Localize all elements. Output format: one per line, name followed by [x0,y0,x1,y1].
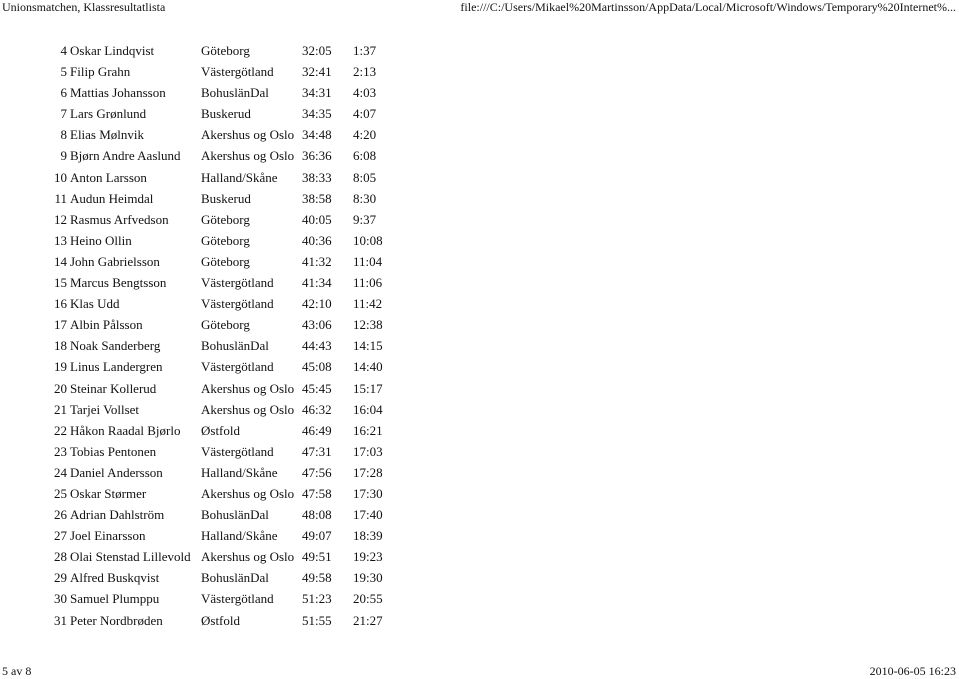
result-club: Akershus og Oslo [201,148,295,164]
result-place: 30 [54,591,67,607]
result-time: 46:49 [302,422,332,438]
result-time: 46:32 [302,401,332,417]
result-name: Tobias Pentonen [70,443,157,459]
result-name: Oskar Lindqvist [70,43,155,58]
result-name: Joel Einarsson [70,528,146,544]
result-name: Daniel Andersson [70,464,163,480]
page-url: file:///C:/Users/Mikael%20Martinsson/AppData/Local/Microsoft/Windows/Temporary%20Internet%... [460,0,956,14]
result-place: 10 [54,169,67,185]
result-diff: 4:03 [353,85,377,101]
result-diff: 16:21 [353,422,383,438]
result-time: 44:43 [302,338,332,354]
result-diff: 2:13 [353,64,377,80]
page-title: Unionsmatchen, Klassresultatlista [2,0,166,14]
result-diff: 4:07 [353,106,377,122]
result-diff: 9:37 [353,211,377,227]
result-club: BohuslänDal [201,507,269,523]
result-time: 47:56 [302,464,332,480]
result-time: 43:06 [302,317,332,333]
result-diff: 20:55 [353,591,383,607]
result-time: 34:31 [302,85,332,101]
result-name: Heino Ollin [70,232,132,248]
result-club: BohuslänDal [201,338,269,354]
result-club: Østfold [201,422,240,438]
result-name: Steinar Kollerud [70,380,157,396]
result-name: Håkon Raadal Bjørlo [70,422,181,438]
result-diff: 11:04 [353,253,383,269]
result-time: 41:32 [302,253,332,269]
result-club: Göteborg [201,317,250,333]
result-diff: 1:37 [353,43,377,58]
result-time: 38:33 [302,169,332,185]
result-name: Rasmus Arfvedson [70,211,169,227]
page-number: 5 av 8 [2,664,32,678]
result-diff: 19:30 [353,570,383,586]
result-place: 20 [54,380,67,396]
result-club: Akershus og Oslo [201,549,295,565]
result-name: Linus Landergren [70,359,163,375]
result-place: 14 [54,253,67,269]
result-name: Mattias Johansson [70,85,166,101]
result-place: 25 [54,485,67,501]
result-diff: 8:05 [353,169,377,185]
result-diff: 18:39 [353,528,383,544]
result-time: 38:58 [302,190,332,206]
result-diff: 11:42 [353,296,383,312]
result-time: 40:36 [302,232,332,248]
result-place: 23 [54,443,67,459]
result-place: 16 [54,296,67,312]
result-diff: 19:23 [353,549,383,565]
result-name: Lars Grønlund [70,106,147,122]
result-diff: 17:30 [353,485,383,501]
result-diff: 14:15 [353,338,383,354]
result-club: Akershus og Oslo [201,127,295,143]
result-club: Buskerud [201,106,251,122]
result-club: Buskerud [201,190,251,206]
result-place: 18 [54,338,67,354]
result-place: 7 [60,106,67,122]
result-club: Västergötland [201,591,274,607]
result-place: 26 [54,507,67,523]
result-club: Västergötland [201,64,274,80]
result-place: 24 [54,464,67,480]
result-name: Samuel Plumppu [70,591,160,607]
result-club: BohuslänDal [201,85,269,101]
result-club: Göteborg [201,43,250,58]
result-place: 15 [54,275,67,291]
result-diff: 16:04 [353,401,383,417]
result-club: Akershus og Oslo [201,380,295,396]
result-diff: 6:08 [353,148,377,164]
result-diff: 4:20 [353,127,377,143]
result-place: 17 [54,317,67,333]
result-time: 45:08 [302,359,332,375]
result-club: Västergötland [201,275,274,291]
result-place: 4 [60,43,67,58]
result-name: Bjørn Andre Aaslund [70,148,181,164]
result-time: 34:35 [302,106,332,122]
result-name: Elias Mølnvik [70,127,145,143]
result-name: Marcus Bengtsson [70,275,167,291]
result-time: 47:58 [302,485,332,501]
result-place: 11 [54,190,67,206]
result-club: Halland/Skåne [201,464,278,480]
result-name: John Gabrielsson [70,253,160,269]
result-time: 49:07 [302,528,332,544]
result-diff: 17:28 [353,464,383,480]
result-place: 8 [60,127,67,143]
result-time: 49:51 [302,549,332,565]
result-name: Noak Sanderberg [70,338,161,354]
result-club: Akershus og Oslo [201,401,295,417]
result-time: 32:05 [302,43,332,58]
result-name: Klas Udd [70,296,120,312]
result-time: 32:41 [302,64,332,80]
result-name: Alfred Buskqvist [70,570,160,586]
result-diff: 14:40 [353,359,383,375]
result-name: Peter Nordbrøden [70,612,163,628]
result-place: 12 [54,211,67,227]
result-place: 9 [60,148,67,164]
result-club: BohuslänDal [201,570,269,586]
result-place: 29 [54,570,67,586]
result-time: 48:08 [302,507,332,523]
result-place: 22 [54,422,67,438]
result-club: Halland/Skåne [201,169,278,185]
result-club: Göteborg [201,232,250,248]
result-place: 27 [54,528,67,544]
result-name: Audun Heimdal [70,190,154,206]
result-diff: 21:27 [353,612,383,628]
result-name: Anton Larsson [70,169,147,185]
result-time: 47:31 [302,443,332,459]
result-club: Västergötland [201,443,274,459]
result-name: Tarjei Vollset [70,401,140,417]
result-club: Göteborg [201,211,250,227]
result-place: 6 [60,85,67,101]
result-place: 21 [54,401,67,417]
result-diff: 10:08 [353,232,383,248]
result-time: 41:34 [302,275,332,291]
result-time: 45:45 [302,380,332,396]
result-time: 36:36 [302,148,332,164]
result-time: 40:05 [302,211,332,227]
result-place: 31 [54,612,67,628]
result-time: 51:55 [302,612,332,628]
result-club: Østfold [201,612,240,628]
result-diff: 8:30 [353,190,377,206]
result-place: 5 [60,64,67,80]
result-name: Oskar Størmer [70,485,147,501]
result-club: Västergötland [201,359,274,375]
result-name: Albin Pålsson [70,317,143,333]
print-datetime: 2010-06-05 16:23 [869,664,956,678]
result-club: Akershus og Oslo [201,485,295,501]
result-diff: 12:38 [353,317,383,333]
result-time: 34:48 [302,127,332,143]
result-time: 49:58 [302,570,332,586]
result-club: Göteborg [201,253,250,269]
result-place: 13 [54,232,67,248]
result-club: Västergötland [201,296,274,312]
result-name: Olai Stenstad Lillevold [70,549,191,565]
result-diff: 11:06 [353,275,383,291]
result-diff: 15:17 [353,380,383,396]
result-place: 19 [54,359,67,375]
result-place: 28 [54,549,67,565]
result-diff: 17:03 [353,443,383,459]
result-diff: 17:40 [353,507,383,523]
result-name: Filip Grahn [70,64,131,80]
result-name: Adrian Dahlström [70,507,165,523]
result-time: 51:23 [302,591,332,607]
result-club: Halland/Skåne [201,528,278,544]
result-time: 42:10 [302,296,332,312]
